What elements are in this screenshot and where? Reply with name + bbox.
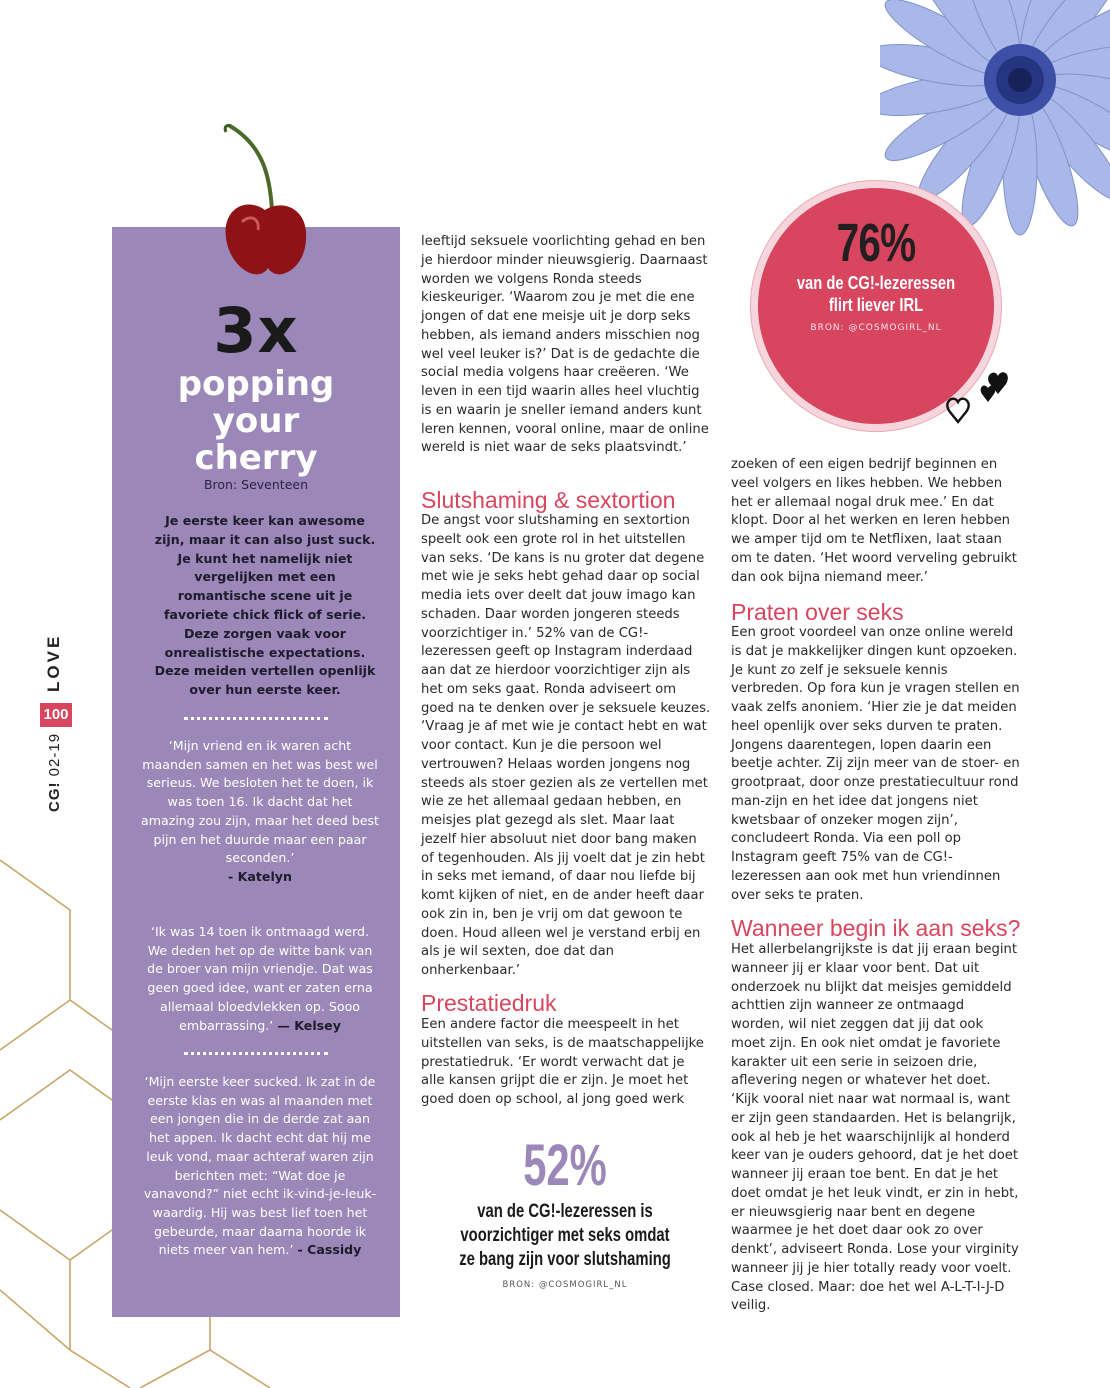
article-column-3-mid — [731, 624, 1021, 905]
paragraph: Het allerbelangrijkste is dat jij eraan begint wanneer jij er klaar voor bent. Dat uit onderzoek nu blijkt dat meisjes gemiddeld achttien zijn wanneer ze ontmaagd worden, wil niet zeggen dat jij dat ook moet zijn. En ook niet omdat je favoriete karakter uit een serie in seizoen drie, aflevering negen or whatever het doet. ‘Kijk vooral niet naar wat normaal is, want er zijn geen standaarden. Het is belangrijk, ook al heb je het waarschijnlijk al honderd keer van je ouders gehoord, dat je het doet wanneer jij eraan toe bent. En dat je het doet omdat je het leuk vindt, er zin in hebt, er nieuwsgierig naar bent en degene waarmee je het doet daar ook zo over denkt’, adviseert Ronda. Lose your virginity wanneer jij je hier totally ready voor voelt. Case closed. Maar: doe het wel A-L-T-I-J-D veilig. — [731, 942, 1019, 1314]
quote-kelsey — [140, 923, 380, 1035]
paragraph: leeftijd seksuele voorlichting gehad en ben je hierdoor minder nieuwsgierig. Daarnaast worden we volgens Ronda steeds kieskeuriger. ‘Waarom zou je met die ene jongen of dat ene meisje uit je dorp seks hebben, als iemand anders misschien nog wel veel leuker is?’ Dat is de gedachte die social media volgens haar creëeren. ‘We leven in een tijd waarin alles heel vluchtig is en waarin je sneller iemand anders kunt leren kennen, vooral online, maar de online wereld is niet waar de seks plaatsvindt.’ — [421, 234, 709, 456]
article-column-3-top — [731, 456, 1021, 587]
quote-author: — Kelsey — [277, 1017, 341, 1033]
subheading-praten: Praten over seks — [731, 599, 904, 625]
quote-cassidy — [140, 1073, 380, 1260]
issue-number: 02-19 — [46, 732, 63, 777]
quote-text: ‘Mijn vriend en ik waren acht maanden samen en het was best wel serieus. We besloten het te doen, ik was toen 16. Ik dacht dat het amazing zou zijn, maar het deed best pijn en het duurde maar een paar seconden.’ — [141, 738, 379, 866]
section-label: LOVE — [44, 633, 63, 692]
headline-line: cherry — [194, 438, 318, 478]
quote-text: ‘Ik was 14 toen ik ontmaagd werd. We deden het op de witte bank van de broer van mijn vriendje. Dat was geen goed idee, want er zaten erna allemaal bloedvlekken op. Sooo embarrassing.’ — [147, 924, 373, 1033]
sidebar-big-number: 3x — [213, 294, 299, 367]
subheading-wanneer: Wanneer begin ik aan seks? — [731, 915, 1021, 941]
paragraph: Een groot voordeel van onze online wereld is dat je makkelijker dingen kunt opzoeken. Je kunt zo zelf je seksuele kennis verbreden. Op fora kun je vragen stellen en vaak zelfs anoniem. ‘Hier zie je dat meiden heel openlijk over seks durven te praten. Jongens daarentegen, lopen daarin een beetje achter. Zij zijn meer van de stoer- en grootpraat, door onze prestatiecultuur rond man-zijn en het idee dat jongens niet kwetsbaar of onzeker mogen zijn’, concludeert Ronda. Via een poll op Instagram geeft 75% van de CG!-lezeressen aan ook met hun vriendinnen over seks te praten. — [731, 625, 1020, 903]
brand-label: CG! — [46, 781, 63, 812]
dotted-divider — [184, 717, 328, 720]
stat-source: BRON: @COSMOGIRL_NL — [810, 323, 942, 333]
article-column-2-mid — [421, 512, 711, 981]
subheading-slutshaming: Slutshaming & sextortion — [421, 487, 676, 513]
headline-line: your — [212, 401, 300, 441]
paragraph: zoeken of een eigen bedrijf beginnen en veel volgers en likes hebben. We hebben het er allemaal nogal druk mee.’ En dat klopt. Door al het werken en leren hebben we amper tijd om te Netflixen, laat staan om te daten. ‘Het woord verveling gebruikt dan ook bijna niemand meer.’ — [731, 457, 1017, 585]
paragraph: De angst voor slutshaming en sextortion speelt ook een grote rol in het uitstellen van seks. ‘De kans is nu groter dat degene met wie je seks hebt gehad daar op social media iets over deelt dat jouw imago kan schaden. Daar worden jongeren steeds voorzichtiger in.’ 52% van de CG!-lezeressen geeft op Instagram inderdaad aan dat ze hierdoor voorzichtiger zijn als het om seks gaat. Ronda adviseert om goed na te denken over je seksuele keuzes. ‘Vraag je af met wie je contact hebt en wat voor contact. Kun je die persoon wel vertrouwen? Helaas worden jongens nog steeds als stoer gezien als ze vertellen met wie ze het allemaal gedaan hebben, en meisjes plat gezegd als slet. Maar laat jezelf hier absoluut niet door bang maken of tegenhouden. Als jij voelt dat je zin hebt in seks met iemand, of daar nou liefde bij komt kijken of niet, en de ander heeft daar ook zin in, ben je vrij om dat gewoon te doen. Houd alleen wel je verstand erbij en als je wil sexten, doe dat dan onherkenbaar.’ — [421, 513, 711, 978]
article-column-2-bottom — [421, 1016, 711, 1110]
cherry-image — [220, 118, 310, 288]
stat-52-text: van de CG!-lezeressen is voorzichtiger met seks omdat ze bang zijn voor slutshaming — [459, 1201, 671, 1270]
stat-52-value: 52% — [523, 1133, 607, 1198]
headline-line: popping — [177, 364, 335, 404]
quote-katelyn — [140, 737, 380, 887]
sidebar-intro: Je eerste keer kan awesome zijn, maar it can also just suck. Je kunt het namelijk niet vergelijken met een romantische scene uit je favoriete chick flick of serie. Deze zorgen vaak voor onrealistische expectations. Deze meiden vertellen openlijk over hun eerste keer. — [154, 513, 376, 698]
stat-52-source: BRON: @COSMOGIRL_NL — [502, 1280, 628, 1290]
quote-text: ‘Mijn eerste keer sucked. Ik zat in de eerste klas en was al maanden met een jongen die in de derde zat aan het appen. Ik dacht echt dat hij me leuk vond, maar achteraf waren zijn berichten met: “Wat doe je vanavond?” niet echt ik-vind-je-leuk-waardig. Hij was best lief toen het gebeurde, maar daarna hoorde ik niets meer van hem.’ — [143, 1074, 377, 1258]
stat-text: van de CG!-lezeressen flirt liever IRL — [796, 273, 956, 315]
hearts-icon — [938, 348, 1018, 428]
sidebar-headline — [112, 366, 400, 477]
quote-author: - Cassidy — [297, 1242, 362, 1258]
paragraph: Een andere factor die meespeelt in het uitstellen van seks, is de maatschappelijke prestatiedruk. ‘Er wordt verwacht dat je alle kansen grijpt die er zijn. Je moet het goed doen op school, al jong goed werk — [421, 1017, 704, 1107]
issue-label — [46, 733, 63, 812]
stat-value: 76% — [836, 213, 916, 273]
article-column-3-bottom — [731, 941, 1021, 1316]
dotted-divider — [184, 1052, 328, 1055]
article-column-2-top — [421, 233, 711, 458]
page-number: 100 — [40, 703, 72, 727]
sidebar-source: Bron: Seventeen — [203, 477, 309, 492]
subheading-prestatiedruk: Prestatiedruk — [421, 990, 557, 1016]
quote-author: - Katelyn — [228, 868, 292, 884]
